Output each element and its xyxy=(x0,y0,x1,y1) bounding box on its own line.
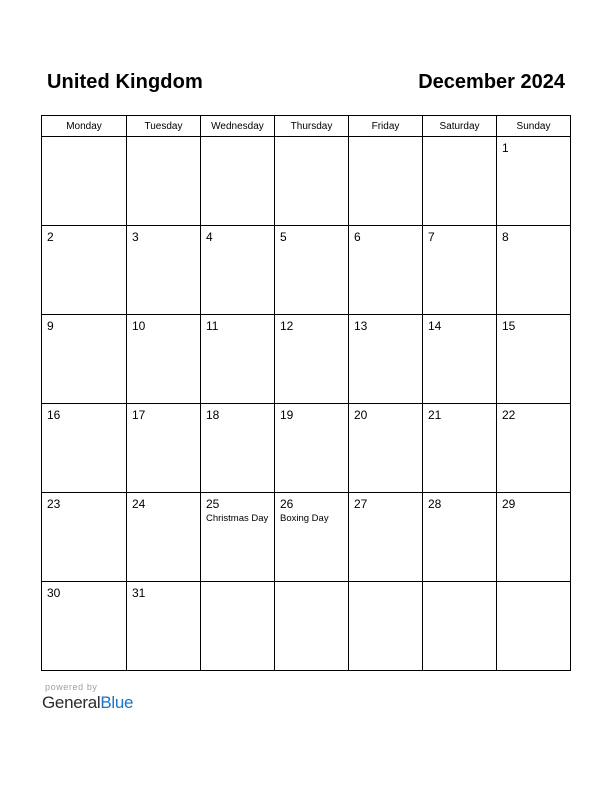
day-cell xyxy=(349,404,423,493)
day-number: 1 xyxy=(502,141,509,155)
day-number: 31 xyxy=(132,586,146,600)
holiday-label: Christmas Day xyxy=(206,513,269,524)
empty-day-cell xyxy=(349,137,423,226)
day-number: 24 xyxy=(132,497,146,511)
empty-day-cell xyxy=(201,582,275,671)
day-cell xyxy=(497,404,571,493)
calendar-grid xyxy=(41,115,571,671)
day-number: 5 xyxy=(280,230,287,244)
day-number: 11 xyxy=(206,319,219,333)
weekday-header: Monday xyxy=(42,116,127,137)
day-cell xyxy=(275,315,349,404)
week-row xyxy=(42,315,571,404)
day-cell xyxy=(423,404,497,493)
day-cell xyxy=(423,315,497,404)
week-row xyxy=(42,226,571,315)
day-cell xyxy=(349,315,423,404)
week-row xyxy=(42,404,571,493)
day-cell xyxy=(127,315,201,404)
logo-text-blue: Blue xyxy=(100,693,134,712)
day-cell xyxy=(275,404,349,493)
day-number: 6 xyxy=(354,230,361,244)
logo-text-general: General xyxy=(42,693,101,712)
day-cell xyxy=(275,493,349,582)
day-cell xyxy=(201,493,275,582)
week-row xyxy=(42,582,571,671)
powered-by-label: powered by xyxy=(45,682,98,692)
month-title: December 2024 xyxy=(418,71,565,93)
day-cell xyxy=(127,582,201,671)
empty-day-cell xyxy=(497,582,571,671)
day-cell xyxy=(42,315,127,404)
day-number: 2 xyxy=(47,230,54,244)
day-number: 12 xyxy=(280,319,294,333)
empty-day-cell xyxy=(127,137,201,226)
day-number: 20 xyxy=(354,408,368,422)
day-cell xyxy=(42,493,127,582)
day-cell xyxy=(497,226,571,315)
day-cell xyxy=(127,493,201,582)
day-number: 14 xyxy=(428,319,442,333)
day-number: 30 xyxy=(47,586,61,600)
empty-day-cell xyxy=(423,582,497,671)
day-number: 4 xyxy=(206,230,213,244)
day-number: 25 xyxy=(206,497,220,511)
day-number: 8 xyxy=(502,230,509,244)
day-cell xyxy=(42,226,127,315)
generalblue-logo[interactable] xyxy=(42,693,133,713)
day-number: 3 xyxy=(132,230,139,244)
empty-day-cell xyxy=(423,137,497,226)
day-number: 27 xyxy=(354,497,368,511)
day-cell xyxy=(497,315,571,404)
day-number: 26 xyxy=(280,497,294,511)
empty-day-cell xyxy=(201,137,275,226)
day-number: 29 xyxy=(502,497,516,511)
weekday-header: Saturday xyxy=(423,116,497,137)
day-cell xyxy=(201,404,275,493)
day-number: 18 xyxy=(206,408,220,422)
weekday-header-row xyxy=(42,116,571,137)
day-cell xyxy=(497,493,571,582)
weekday-header: Friday xyxy=(349,116,423,137)
empty-day-cell xyxy=(42,137,127,226)
country-title: United Kingdom xyxy=(47,71,203,93)
week-row xyxy=(42,137,571,226)
day-cell xyxy=(127,404,201,493)
week-row xyxy=(42,493,571,582)
empty-day-cell xyxy=(275,582,349,671)
weekday-header: Tuesday xyxy=(127,116,201,137)
day-cell xyxy=(423,226,497,315)
day-cell xyxy=(349,226,423,315)
holiday-label: Boxing Day xyxy=(280,513,329,524)
day-number: 13 xyxy=(354,319,368,333)
day-number: 28 xyxy=(428,497,442,511)
day-number: 7 xyxy=(428,230,435,244)
day-number: 17 xyxy=(132,408,146,422)
day-number: 21 xyxy=(428,408,442,422)
day-number: 19 xyxy=(280,408,294,422)
day-number: 10 xyxy=(132,319,146,333)
empty-day-cell xyxy=(275,137,349,226)
empty-day-cell xyxy=(349,582,423,671)
day-cell xyxy=(275,226,349,315)
day-number: 23 xyxy=(47,497,61,511)
day-cell xyxy=(201,226,275,315)
day-cell xyxy=(201,315,275,404)
day-cell xyxy=(42,404,127,493)
day-number: 9 xyxy=(47,319,54,333)
day-cell xyxy=(497,137,571,226)
day-cell xyxy=(127,226,201,315)
weekday-header: Wednesday xyxy=(201,116,275,137)
day-number: 15 xyxy=(502,319,516,333)
day-cell xyxy=(42,582,127,671)
day-cell xyxy=(349,493,423,582)
weekday-header: Thursday xyxy=(275,116,349,137)
day-number: 16 xyxy=(47,408,61,422)
day-number: 22 xyxy=(502,408,516,422)
weekday-header: Sunday xyxy=(497,116,571,137)
day-cell xyxy=(423,493,497,582)
